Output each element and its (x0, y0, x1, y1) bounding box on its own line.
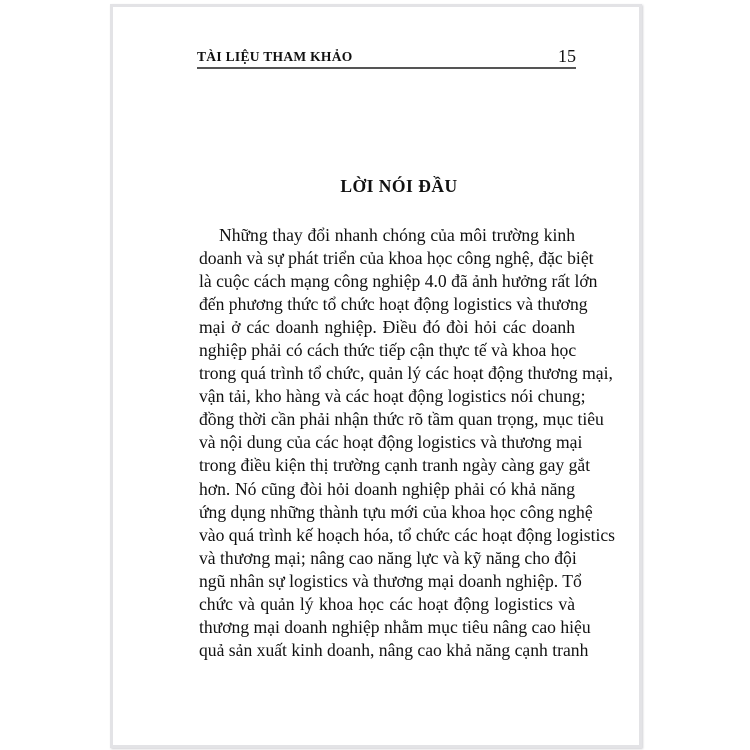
text-line: Những thay đổi nhanh chóng của môi trường kinh (219, 225, 575, 245)
text-line: vào quá trình kế hoạch hóa, tổ chức các hoạt động logistics (199, 524, 616, 545)
text-line: đến phương thức tổ chức hoạt động logistics và thương (199, 294, 588, 315)
text-line: ứng dụng những thành tựu mới của khoa học công nghệ (199, 501, 593, 522)
header-title: TÀI LIỆU THAM KHẢO (197, 49, 353, 64)
text-line: thương mại doanh nghiệp nhằm mục tiêu nâng cao hiệu (199, 616, 591, 637)
text-line: doanh và sự phát triển của khoa học công nghệ, đặc biệt (199, 248, 594, 269)
text-line: và thương mại; nâng cao năng lực và kỹ năng cho đội (199, 547, 577, 568)
running-header (197, 46, 576, 69)
page-number: 15 (558, 46, 576, 66)
text-line: chức và quản lý khoa học các hoạt động logistics và (199, 593, 575, 614)
text-line: là cuộc cách mạng công nghiệp 4.0 đã ảnh hưởng rất lớn (199, 271, 598, 292)
text-line: mại ở các doanh nghiệp. Điều đó đòi hỏi các doanh (199, 317, 575, 338)
text-line: hơn. Nó cũng đòi hỏi doanh nghiệp phải có khả năng (199, 478, 575, 499)
text-line: vận tải, kho hàng và các hoạt động logistics nói chung; (199, 386, 586, 407)
body-text (199, 224, 616, 662)
text-line: và nội dung của các hoạt động logistics và thương mại (199, 432, 583, 453)
text-line: ngũ nhân sự logistics và thương mại doanh nghiệp. Tổ (199, 570, 582, 591)
text-line: đồng thời cần phải nhận thức rõ tầm quan trọng, mục tiêu (199, 409, 604, 430)
text-line: trong điều kiện thị trường cạnh tranh ngày càng gay gắt (199, 455, 591, 476)
chapter-title: LỜI NÓI ĐẦU (340, 176, 458, 196)
text-line: quả sản xuất kinh doanh, nâng cao khả năng cạnh tranh (199, 639, 589, 660)
text-line: trong quá trình tổ chức, quản lý các hoạt động thương mại, (199, 363, 613, 384)
text-line: nghiệp phải có cách thức tiếp cận thực tế và khoa học (199, 340, 577, 361)
